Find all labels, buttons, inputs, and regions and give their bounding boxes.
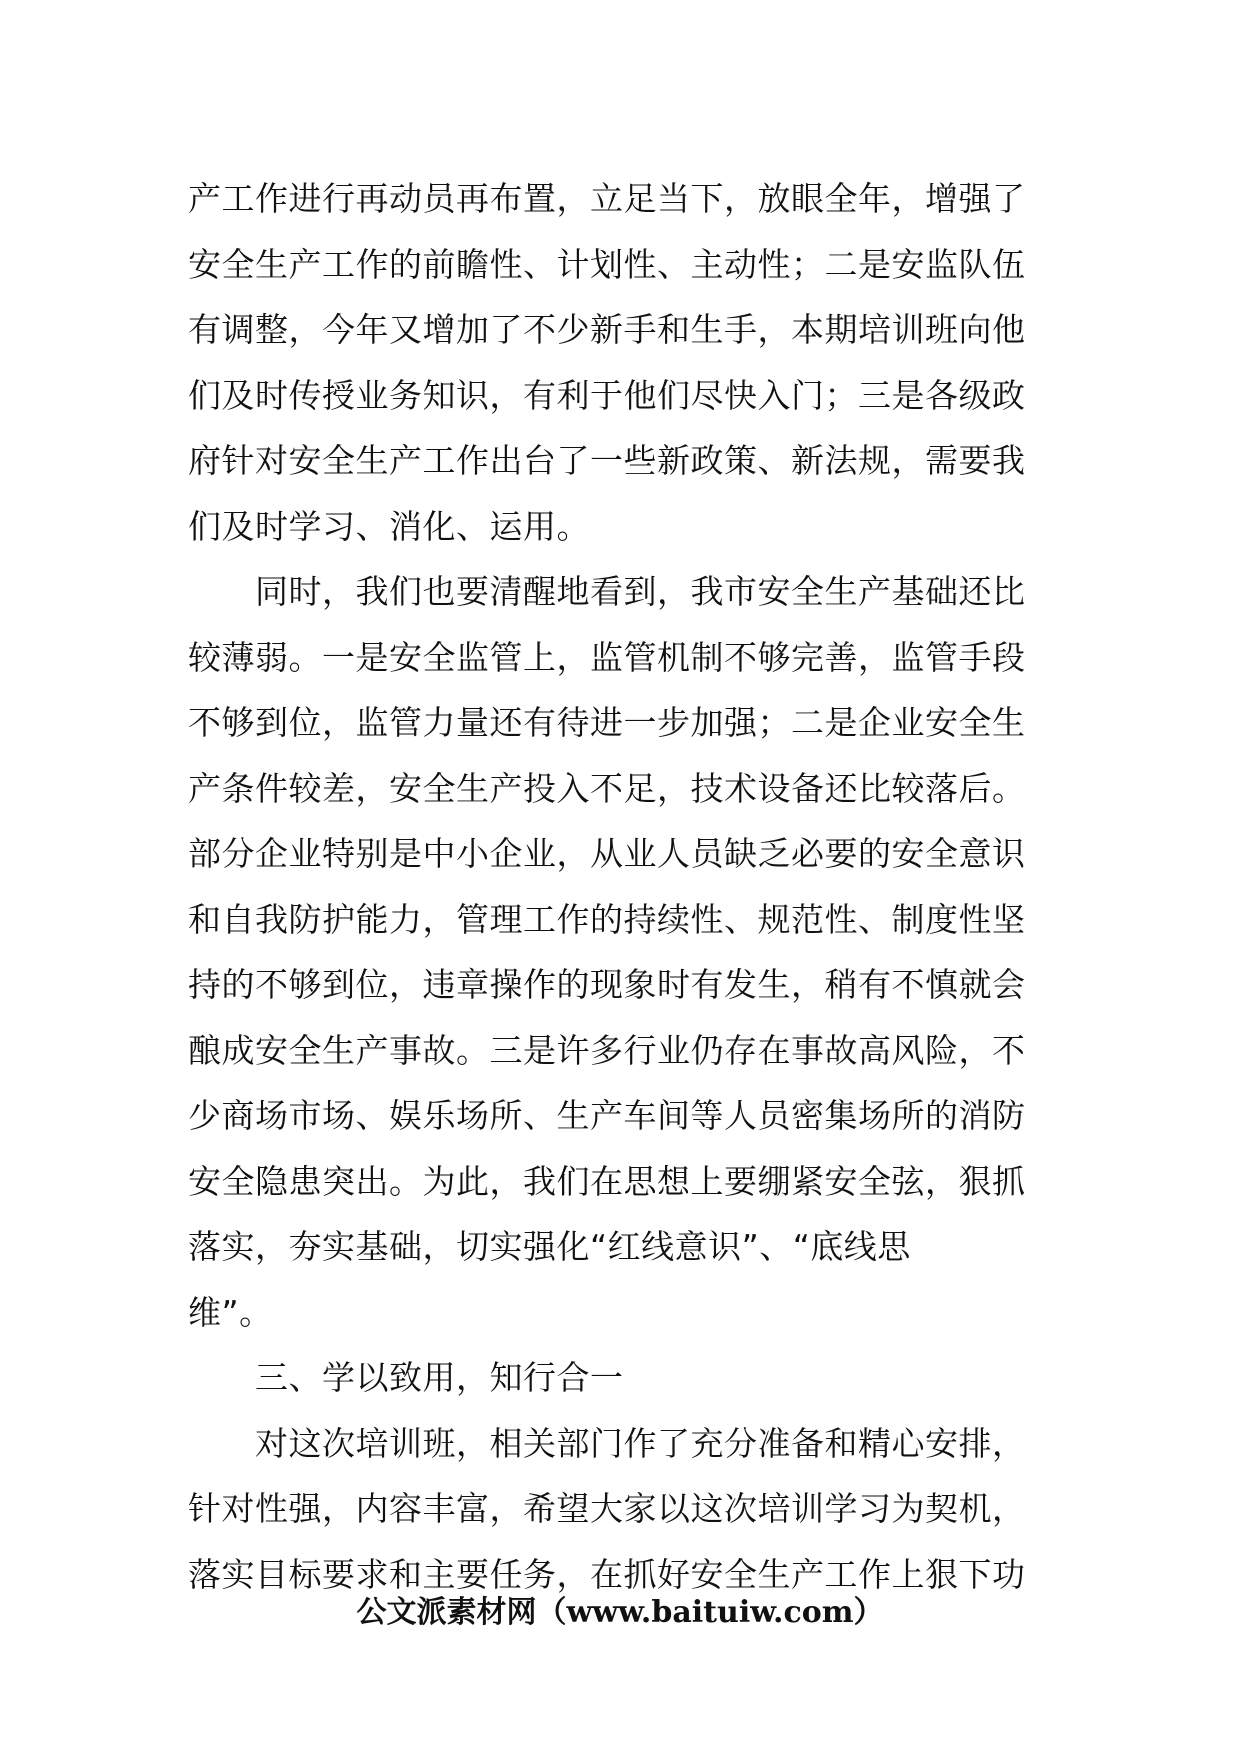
text-line: 部分企业特别是中小企业，从业人员缺乏必要的安全意识: [188, 834, 1026, 873]
text-line: 对这次培训班，相关部门作了充分准备和精心安排，: [188, 1423, 1026, 1463]
text-line: 少商场市场、娱乐场所、生产车间等人员密集场所的消防: [188, 1096, 1026, 1135]
text-line: 针对性强，内容丰富，希望大家以这次培训学习为契机，: [188, 1489, 1026, 1528]
section-heading: 三、学以致用，知行合一: [188, 1358, 624, 1397]
text-line: 们及时传授业务知识，有利于他们尽快入门；三是各级政: [188, 375, 1026, 415]
text-line: 不够到位，监管力量还有待进一步加强；二是企业安全生: [188, 703, 1026, 742]
text-line: 有调整，今年又增加了不少新手和生手，本期培训班向他: [188, 310, 1026, 349]
body-text: [188, 166, 1062, 1607]
text-line: 产条件较差，安全生产投入不足，技术设备还比较落后。: [188, 768, 1026, 808]
text-line: 维”。: [188, 1292, 273, 1332]
text-line: 产工作进行再动员再布置，立足当下，放眼全年，增强了: [188, 179, 1026, 218]
text-line: 安全隐患突出。为此，我们在思想上要绷紧安全弦，狠抓: [188, 1161, 1026, 1201]
text-line: 落实，夯实基础，切实强化“红线意识”、“底线思: [188, 1227, 911, 1266]
text-line: 较薄弱。一是安全监管上，监管机制不够完善，监管手段: [188, 637, 1026, 677]
text-line: 安全生产工作的前瞻性、计划性、主动性；二是安监队伍: [188, 244, 1026, 284]
footer-watermark: 公文派素材网（www.baituiw.com）: [356, 1595, 884, 1630]
text-line: 府针对安全生产工作出台了一些新政策、新法规，需要我: [188, 441, 1026, 480]
text-line: 落实目标要求和主要任务，在抓好安全生产工作上狠下功: [188, 1554, 1026, 1594]
text-line: 和自我防护能力，管理工作的持续性、规范性、制度性坚: [188, 899, 1026, 939]
text-line: 酿成安全生产事故。三是许多行业仍存在事故高风险，不: [188, 1030, 1026, 1070]
text-line: 们及时学习、消化、运用。: [188, 506, 590, 546]
text-line: 持的不够到位，违章操作的现象时有发生，稍有不慎就会: [188, 965, 1026, 1004]
text-line: 同时，我们也要清醒地看到，我市安全生产基础还比: [188, 572, 1026, 611]
